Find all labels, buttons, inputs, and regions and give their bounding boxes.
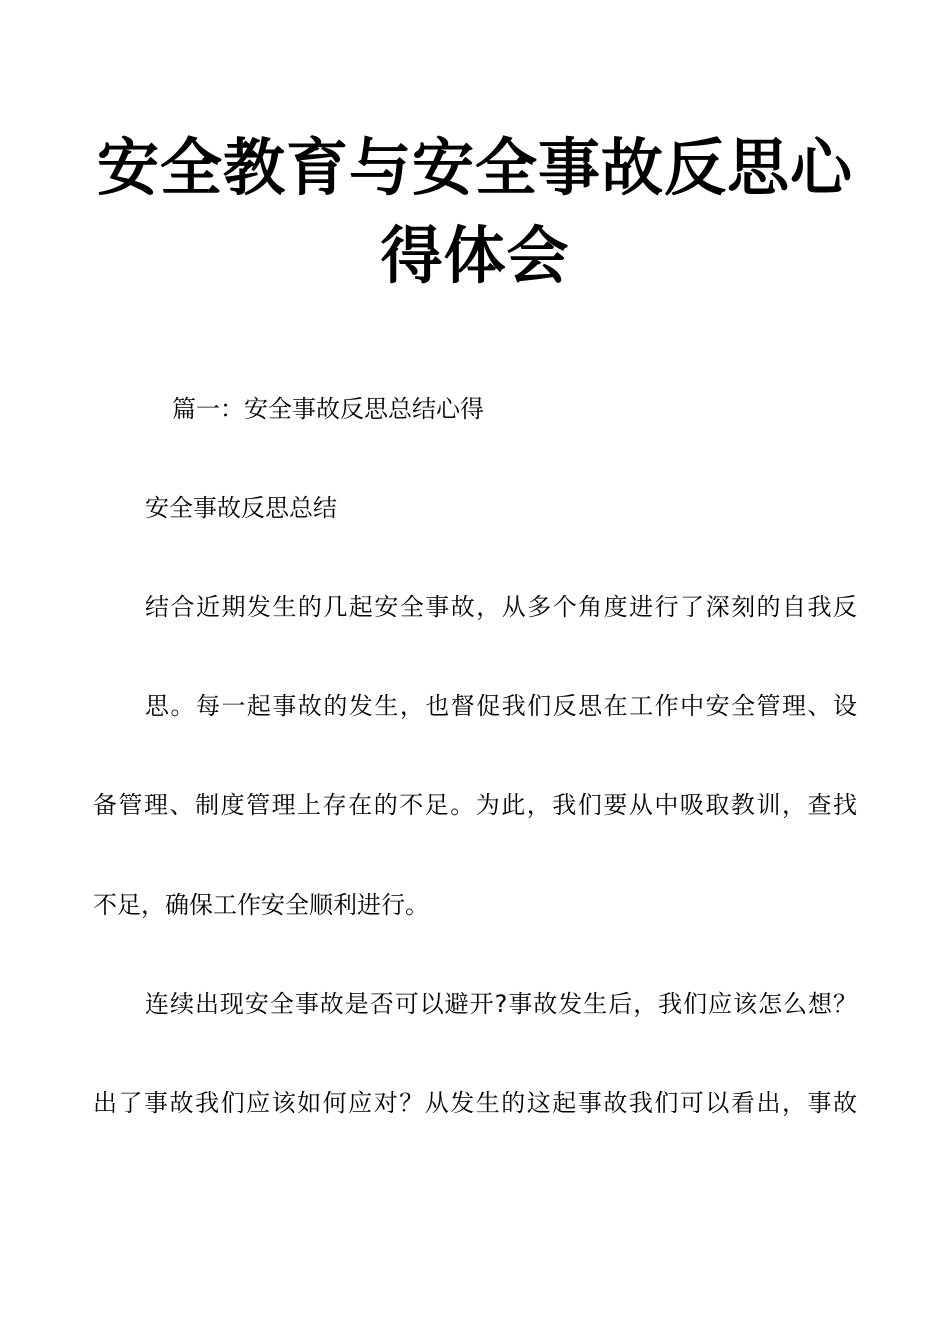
paragraph-1-line-3: 备管理、制度管理上存在的不足。为此，我们要从中吸取教训，查找 (93, 791, 857, 819)
paragraph-1-line-2: 思。每一起事故的发生，也督促我们反思在工作中安全管理、设 (145, 692, 857, 720)
paragraph-1-line-1: 结合近期发生的几起安全事故，从多个角度进行了深刻的自我反 (145, 593, 857, 621)
document-title-line-1: 安全教育与安全事故反思心 (96, 131, 853, 204)
section-heading: 篇一：安全事故反思总结心得 (172, 395, 484, 423)
paragraph-1-line-4: 不足，确保工作安全顺利进行。 (93, 891, 429, 919)
subheading: 安全事故反思总结 (145, 494, 337, 522)
document-title-line-2: 得体会 (380, 219, 570, 292)
paragraph-2-line-1: 连续出现安全事故是否可以避开?事故发生后，我们应该怎么想？ (145, 990, 857, 1018)
paragraph-2-line-2: 出了事故我们应该如何应对？从发生的这起事故我们可以看出，事故 (93, 1089, 857, 1117)
